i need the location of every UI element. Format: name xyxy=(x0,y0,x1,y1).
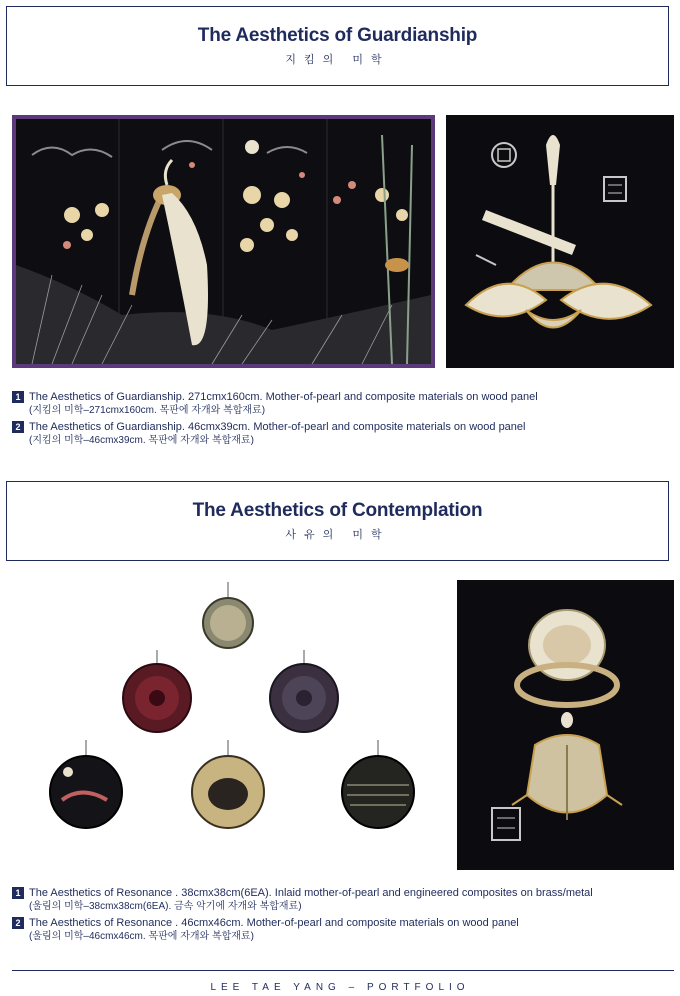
caption-number-badge: 2 xyxy=(12,917,24,929)
artwork-guardianship-screen xyxy=(12,115,435,368)
caption-text: The Aesthetics of Guardianship. 46cmx39cm. Mother-of-pearl and composite materials on wood panel xyxy=(29,421,526,433)
section2-title-box xyxy=(6,481,669,561)
caption-text-ko: (울림의 미학–38cmx38cm(6EA). 금속 악기에 자개와 복합재료) xyxy=(29,901,302,912)
peacock-screen-image xyxy=(12,115,435,368)
section2-title: The Aesthetics of Contemplation xyxy=(192,500,483,521)
caption-item xyxy=(12,420,676,434)
beetle-ornament-image xyxy=(457,580,674,870)
trumpet-ornament-image xyxy=(446,115,674,368)
caption-item xyxy=(12,916,676,930)
caption-text-ko: (울림의 미학–46cmx46cm. 목판에 자개와 복합재료) xyxy=(29,931,254,942)
section1-captions xyxy=(12,390,676,448)
caption-text: The Aesthetics of Resonance . 38cmx38cm(6EA). Inlaid mother-of-pearl and engineered composites on brass/metal xyxy=(29,887,593,899)
artwork-resonance-discs xyxy=(12,580,432,840)
caption-number-badge: 1 xyxy=(12,391,24,403)
footer-portfolio: LEE TAE YANG – PORTFOLIO xyxy=(210,982,470,993)
caption-text: The Aesthetics of Resonance . 46cmx46cm. Mother-of-pearl and composite materials on wood panel xyxy=(29,917,519,929)
caption-text: The Aesthetics of Guardianship. 271cmx160cm. Mother-of-pearl and composite materials on wood panel xyxy=(29,391,538,403)
caption-text-ko: (지킴의 미학–46cmx39cm. 목판에 자개와 복합재료) xyxy=(29,435,254,446)
six-discs-image xyxy=(12,580,432,840)
artwork-resonance-panel xyxy=(457,580,674,870)
caption-item xyxy=(12,886,676,900)
footer-divider xyxy=(12,970,674,971)
section1-title-box xyxy=(6,6,669,86)
section1-title: The Aesthetics of Guardianship xyxy=(197,25,478,46)
artwork-guardianship-panel xyxy=(446,115,674,368)
section2-subtitle: 사유의 미학 xyxy=(285,529,390,541)
caption-item xyxy=(12,390,676,404)
caption-text-ko: (지킴의 미학–271cmx160cm. 목판에 자개와 복합재료) xyxy=(29,405,266,416)
caption-number-badge: 1 xyxy=(12,887,24,899)
section2-captions xyxy=(12,886,676,944)
caption-number-badge: 2 xyxy=(12,421,24,433)
section1-subtitle: 지킴의 미학 xyxy=(285,54,390,66)
